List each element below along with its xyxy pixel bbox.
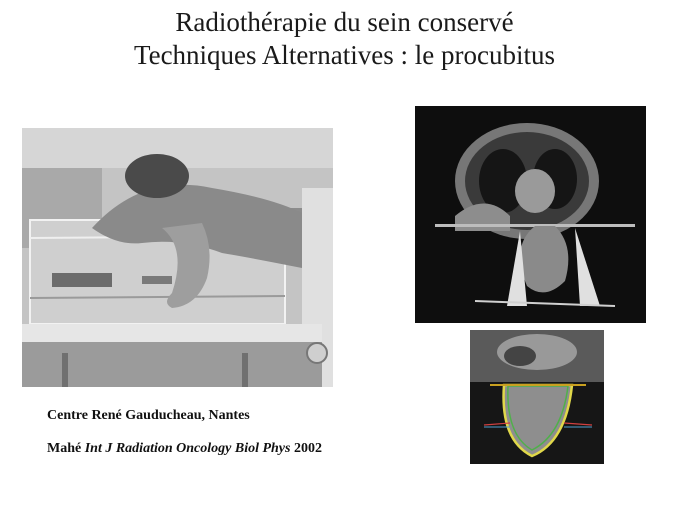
photo-patient-prone	[22, 128, 333, 387]
ref-author: Mahé	[47, 441, 85, 456]
title-line-1: Radiothérapie du sein conservé	[175, 7, 514, 37]
ref-journal: Int J Radiation Oncology Biol Phys	[84, 441, 291, 456]
photo-ct-contour	[470, 330, 604, 464]
caption-reference	[47, 441, 322, 457]
ref-year: 2002	[290, 441, 322, 456]
title-line-2: Techniques Alternatives : le procubitus	[133, 40, 555, 70]
photo-patient-prone-icon	[22, 128, 333, 387]
slide-title	[0, 6, 689, 72]
ct-breast-contour-icon	[470, 330, 604, 464]
photo-ct-axial	[415, 106, 646, 323]
caption-center: Centre René Gauducheau, Nantes	[47, 408, 250, 423]
ct-thorax-prone-icon	[415, 106, 646, 323]
